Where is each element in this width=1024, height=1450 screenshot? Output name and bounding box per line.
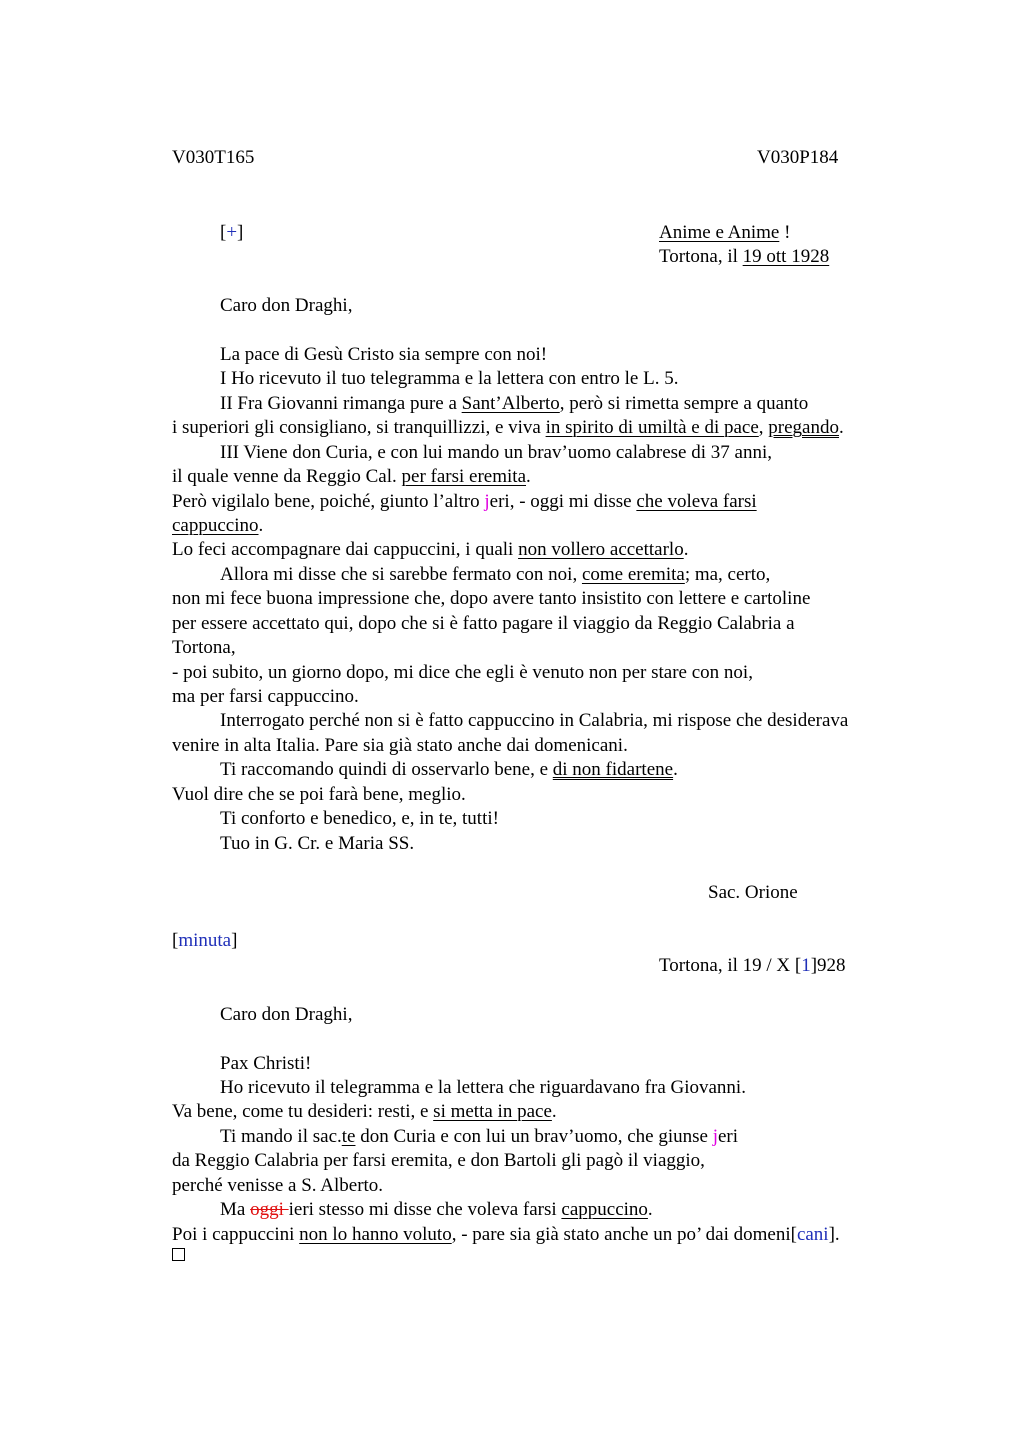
letter-line: - poi subito, un giorno dopo, mi dice che egli è venuto non per stare con noi, (172, 662, 753, 683)
letter-line: i superiori gli consigliano, si tranquillizzi, e viva in spirito di umiltà e di pace, pregando. (172, 417, 844, 438)
draft-line: Ho ricevuto il telegramma e la lettera che riguardavano fra Giovanni. (220, 1077, 746, 1098)
letter-line: non mi fece buona impressione che, dopo avere tanto insistito con lettere e cartoline (172, 588, 811, 609)
letter-line: Vuol dire che se poi farà bene, meglio. (172, 784, 466, 805)
letter-line: Tortona, (172, 637, 236, 658)
letter-line: I Ho ricevuto il tuo telegramma e la lettera con entro le L. 5. (220, 368, 679, 389)
draft-date: Tortona, il 19 / X [1]928 (659, 955, 846, 976)
letter-line: il quale venne da Reggio Cal. per farsi eremita. (172, 466, 531, 487)
draft-line: Poi i cappuccini non lo hanno voluto, - pare sia già stato anche un po’ dai domeni[cani]. (172, 1224, 840, 1245)
draft-label: [minuta] (172, 930, 238, 951)
letter-line: III Viene don Curia, e con lui mando un brav’uomo calabrese di 37 anni, (220, 442, 772, 463)
cross-mark: [+] (220, 222, 244, 243)
letter-line: per essere accettato qui, dopo che si è fatto pagare il viaggio da Reggio Calabria a (172, 613, 795, 634)
letter-line: Lo feci accompagnare dai cappuccini, i quali non vollero accettarlo. (172, 539, 689, 560)
signature: Sac. Orione (708, 882, 798, 903)
letter-line: ma per farsi cappuccino. (172, 686, 359, 707)
draft-line: Ma oggi ieri stesso mi disse che voleva farsi cappuccino. (220, 1199, 653, 1220)
motto: Anime e Anime ! (659, 222, 791, 243)
letter-line: II Fra Giovanni rimanga pure a Sant’Alberto, però si rimetta sempre a quanto (220, 393, 809, 414)
header-right-code: V030P184 (757, 147, 839, 168)
header-left-code: V030T165 (172, 147, 255, 168)
end-of-document-icon (172, 1248, 185, 1261)
letter-line: Ti conforto e benedico, e, in te, tutti! (220, 808, 499, 829)
draft-line: Va bene, come tu desideri: resti, e si metta in pace. (172, 1101, 557, 1122)
letter-line: Allora mi disse che si sarebbe fermato con noi, come eremita; ma, certo, (220, 564, 771, 585)
draft-line: Ti mando il sac.te don Curia e con lui un brav’uomo, che giunse jeri (220, 1126, 739, 1147)
draft-line: da Reggio Calabria per farsi eremita, e don Bartoli gli pagò il viaggio, (172, 1150, 705, 1171)
letter-line: Interrogato perché non si è fatto cappuccino in Calabria, mi rispose che desiderava (220, 710, 849, 731)
letter-line: venire in alta Italia. Pare sia già stato anche dai domenicani. (172, 735, 628, 756)
salutation: Caro don Draghi, (220, 295, 353, 316)
letter-date: Tortona, il 19 ott 1928 (659, 246, 830, 267)
letter-line: La pace di Gesù Cristo sia sempre con noi! (220, 344, 548, 365)
letter-line: cappuccino. (172, 515, 264, 536)
letter-line: Tuo in G. Cr. e Maria SS. (220, 833, 415, 854)
draft-line: perché venisse a S. Alberto. (172, 1175, 384, 1196)
draft-line: Pax Christi! (220, 1053, 312, 1074)
letter-line: Ti raccomando quindi di osservarlo bene, e di non fidartene. (220, 759, 678, 780)
draft-salutation: Caro don Draghi, (220, 1004, 353, 1025)
letter-line: Però vigilalo bene, poiché, giunto l’altro jeri, - oggi mi disse che voleva farsi (172, 491, 757, 512)
